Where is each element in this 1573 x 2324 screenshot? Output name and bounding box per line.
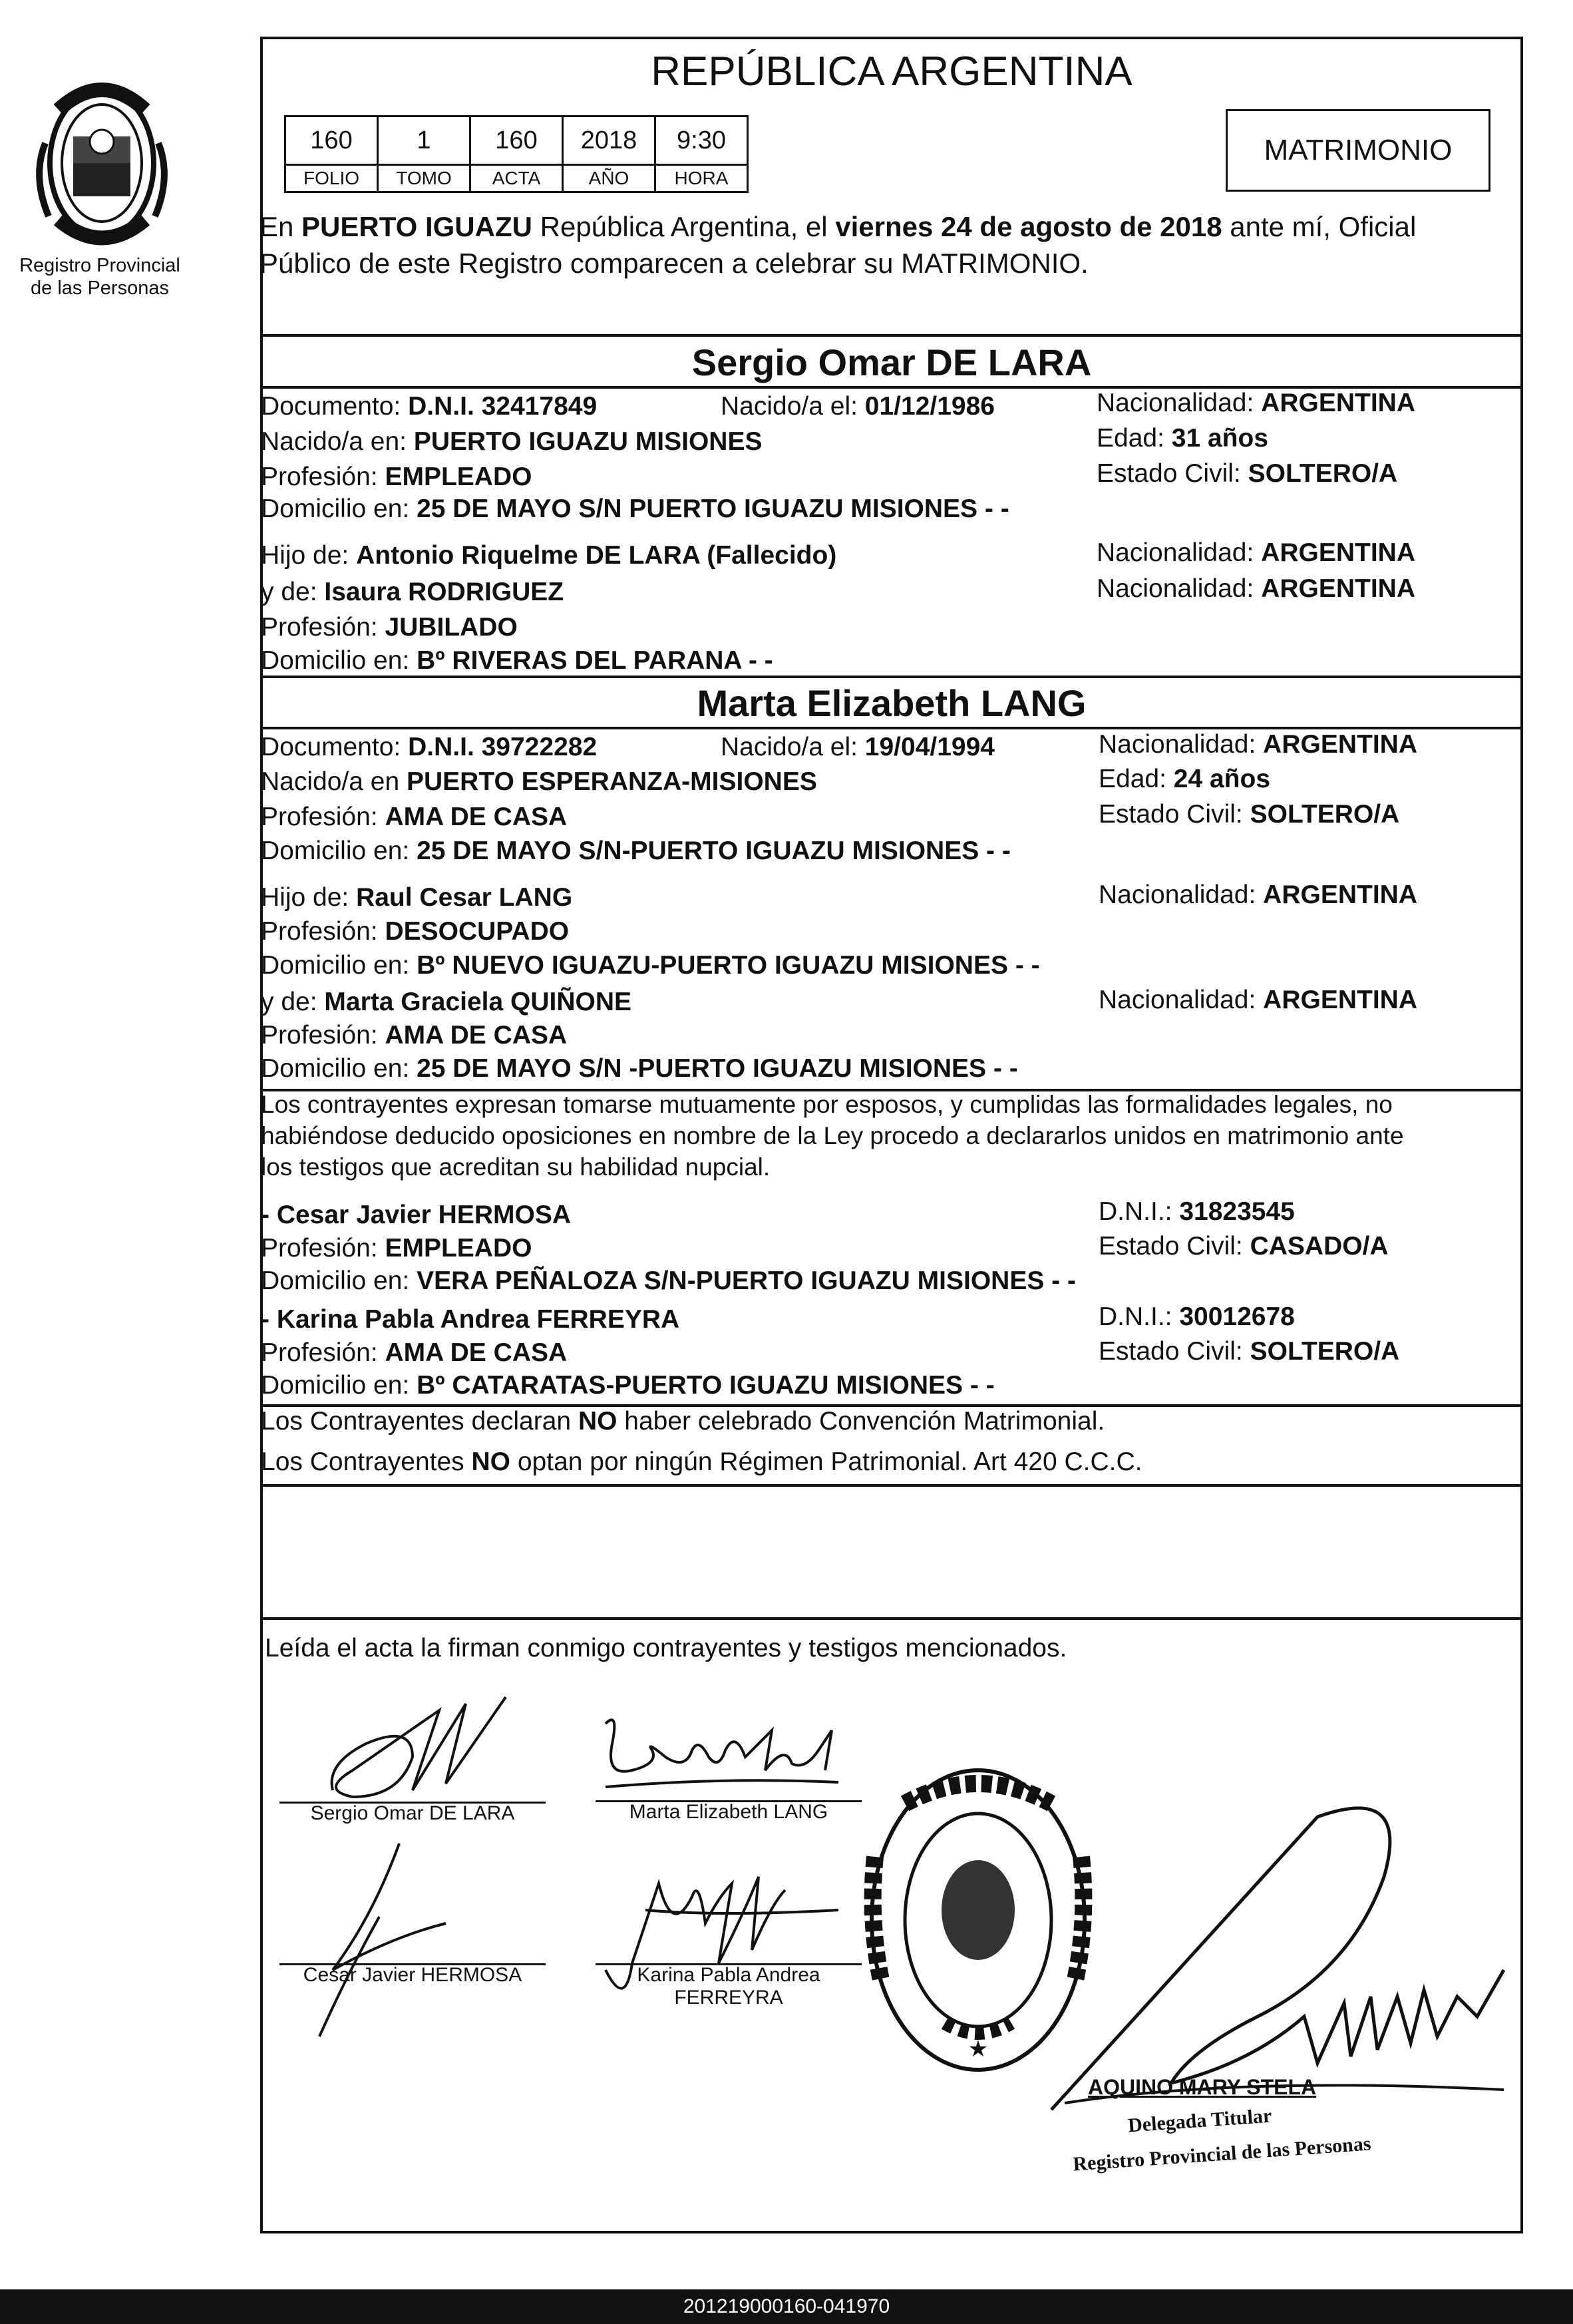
signature-karina — [586, 1817, 865, 2017]
acta-label: ACTA — [470, 165, 563, 192]
spouse2-profession: Profesión: AMA DE CASA — [261, 803, 568, 831]
witness1-name: - Cesar Javier HERMOSA — [261, 1201, 572, 1229]
folio-label: FOLIO — [285, 165, 378, 192]
year-value: 2018 — [563, 116, 655, 165]
declaration-line2: habiéndose deducido oposiciones en nombre de la Ley procedo a declararlos unidos en matrimonio ante — [261, 1122, 1404, 1149]
spouse2-father-nationality: Nacionalidad: ARGENTINA — [1099, 880, 1418, 909]
spouse1-address: Domicilio en: 25 DE MAYO S/N PUERTO IGUAZU MISIONES - - — [261, 494, 1009, 523]
witness2-civil-status: Estado Civil: SOLTERO/A — [1099, 1337, 1400, 1366]
country-title: REPÚBLICA ARGENTINA — [651, 49, 1133, 95]
spouse2-mother-address: Domicilio en: 25 DE MAYO S/N -PUERTO IGUAZU MISIONES - - — [261, 1054, 1018, 1083]
witness1-profession: Profesión: EMPLEADO — [261, 1234, 532, 1262]
spouse1-document: Documento: D.N.I. 32417849 — [261, 392, 598, 421]
spouse2-father: Hijo de: Raul Cesar LANG — [261, 883, 573, 912]
spouse2-age: Edad: 24 años — [1099, 765, 1271, 793]
spouse1-profession: Profesión: EMPLEADO — [261, 463, 532, 491]
spouse2-nationality: Nacionalidad: ARGENTINA — [1099, 730, 1418, 759]
folio-value: 160 — [285, 116, 378, 165]
spouse2-civil-status: Estado Civil: SOLTERO/A — [1099, 800, 1400, 829]
divider — [260, 334, 1523, 337]
signature-label-karina-surname: FERREYRA — [674, 1987, 783, 2009]
spouse1-birthdate: Nacido/a el: 01/12/1986 — [721, 392, 995, 421]
signature-sergio — [313, 1684, 526, 1817]
closing-statement: Leída el acta la firman conmigo contrayentes y testigos mencionados. — [265, 1634, 1067, 1662]
official-title: Delegada Titular — [1127, 2104, 1273, 2137]
declaration-line1: Los contrayentes expresan tomarse mutuamente por esposos, y cumplidas las formalidades legales, no — [261, 1091, 1393, 1118]
spouse1-civil-status: Estado Civil: SOLTERO/A — [1097, 459, 1398, 488]
province-seal-icon — [32, 63, 172, 250]
signature-label-cesar: Cesar Javier HERMOSA — [303, 1964, 522, 1986]
witness2-dni: D.N.I.: 30012678 — [1099, 1302, 1295, 1331]
signature-label-karina: Karina Pabla Andrea — [637, 1964, 820, 1986]
spouse2-father-profession: Profesión: DESOCUPADO — [261, 917, 570, 946]
spouse2-name: Marta Elizabeth LANG — [697, 682, 1087, 724]
spouse1-father: Hijo de: Antonio Riquelme DE LARA (Fallecido) — [261, 541, 837, 570]
official-name: AQUINO MARY STELA — [1088, 2075, 1317, 2099]
hour-value: 9:30 — [655, 116, 748, 165]
spouse1-mother: y de: Isaura RODRIGUEZ — [261, 578, 564, 606]
spouse1-name: Sergio Omar DE LARA — [691, 341, 1092, 383]
divider — [260, 1484, 1523, 1487]
spouse2-document: Documento: D.N.I. 39722282 — [261, 733, 598, 761]
document-code-footer: 201219000160-041970 — [0, 2289, 1573, 2324]
spouse1-mother-nationality: Nacionalidad: ARGENTINA — [1097, 574, 1416, 603]
svg-text:★: ★ — [967, 2036, 989, 2062]
spouse1-parent-address: Domicilio en: Bº RIVERAS DEL PARANA - - — [261, 646, 773, 675]
spouse1-parent-profession: Profesión: JUBILADO — [261, 613, 518, 642]
witness1-address: Domicilio en: VERA PEÑALOZA S/N-PUERTO IGUAZU MISIONES - - — [261, 1266, 1077, 1295]
tomo-value: 1 — [378, 116, 470, 165]
witness2-address: Domicilio en: Bº CATARATAS-PUERTO IGUAZU MISIONES - - — [261, 1371, 995, 1400]
signature-label-sergio: Sergio Omar DE LARA — [310, 1802, 515, 1824]
spouse2-birthdate: Nacido/a el: 19/04/1994 — [721, 733, 995, 761]
spouse2-mother: y de: Marta Graciela QUIÑONE — [261, 988, 632, 1016]
tomo-label: TOMO — [378, 165, 470, 192]
acta-value: 160 — [470, 116, 563, 165]
intro-line1: En PUERTO IGUAZU República Argentina, el viernes 24 de agosto de 2018 ante mí, Oficial — [260, 211, 1417, 242]
spouse2-father-address: Domicilio en: Bº NUEVO IGUAZU-PUERTO IGUAZU MISIONES - - — [261, 951, 1040, 980]
signature-cesar — [293, 1837, 466, 2050]
spouse1-age: Edad: 31 años — [1097, 424, 1269, 453]
registry-name-line2: de las Personas — [31, 278, 169, 299]
declaration-line3: los testigos que acreditan su habilidad nupcial. — [261, 1153, 771, 1181]
signature-official — [1038, 1797, 1517, 2116]
registry-reference-table — [284, 115, 749, 193]
spouse1-father-nationality: Nacionalidad: ARGENTINA — [1097, 538, 1416, 567]
year-label: AÑO — [563, 165, 655, 192]
spouse1-nationality: Nacionalidad: ARGENTINA — [1097, 389, 1416, 417]
witness1-civil-status: Estado Civil: CASADO/A — [1099, 1232, 1389, 1260]
witness2-name: - Karina Pabla Andrea FERREYRA — [261, 1305, 680, 1334]
spouse2-address: Domicilio en: 25 DE MAYO S/N-PUERTO IGUAZU MISIONES - - — [261, 837, 1011, 865]
hour-label: HORA — [655, 165, 748, 192]
spouse2-mother-profession: Profesión: AMA DE CASA — [261, 1021, 568, 1050]
witness1-dni: D.N.I.: 31823545 — [1099, 1197, 1295, 1226]
official-office: Registro Provincial de las Personas — [1072, 2132, 1372, 2176]
patrimonial-regime-statement: Los Contrayentes NO optan por ningún Régimen Patrimonial. Art 420 C.C.C. — [261, 1448, 1142, 1476]
convention-statement: Los Contrayentes declaran NO haber celebrado Convención Matrimonial. — [261, 1407, 1105, 1436]
intro-line2: Público de este Registro comparecen a celebrar su MATRIMONIO. — [260, 248, 1089, 279]
signature-label-marta: Marta Elizabeth LANG — [629, 1801, 828, 1823]
signature-marta — [592, 1704, 858, 1797]
spouse2-mother-nationality: Nacionalidad: ARGENTINA — [1099, 986, 1418, 1014]
act-type-box: MATRIMONIO — [1226, 109, 1490, 192]
registry-name-line1: Registro Provincial — [19, 255, 180, 276]
spouse2-birthplace: Nacido/a en PUERTO ESPERANZA-MISIONES — [261, 767, 817, 796]
divider — [260, 1617, 1523, 1620]
spouse1-birthplace: Nacido/a en: PUERTO IGUAZU MISIONES — [261, 427, 763, 456]
witness2-profession: Profesión: AMA DE CASA — [261, 1338, 568, 1367]
